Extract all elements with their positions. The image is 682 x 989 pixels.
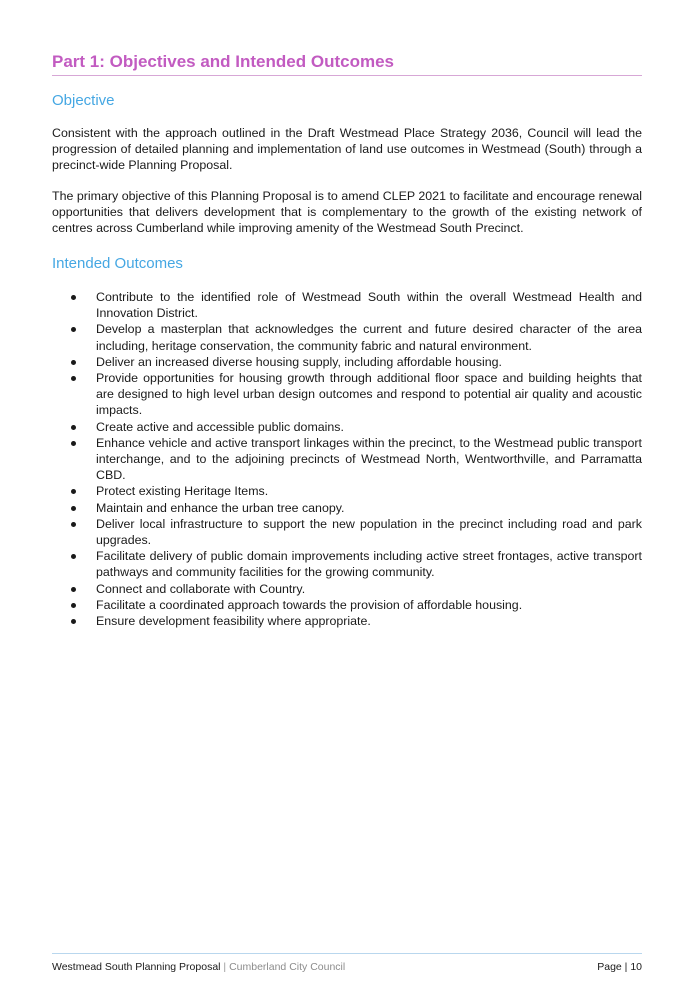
- list-item-text: Connect and collaborate with Country.: [96, 581, 306, 596]
- list-item-text: Create active and accessible public domains.: [96, 419, 344, 434]
- footer-left: [52, 961, 345, 973]
- list-item-text: Enhance vehicle and active transport linkages within the precinct, to the Westmead public transport interchange, and to the adjoining precincts of Westmead North, Wentworthville, and Parramatta CBD.: [96, 435, 642, 483]
- intended-outcomes-list: [52, 289, 642, 629]
- bullet-icon: [71, 522, 76, 527]
- list-item: [52, 483, 642, 499]
- list-item: [52, 370, 642, 419]
- list-item: [52, 419, 642, 435]
- bullet-icon: [71, 603, 76, 608]
- list-item-text: Protect existing Heritage Items.: [96, 484, 269, 499]
- objective-heading: Objective: [52, 92, 115, 109]
- footer-divider: [52, 953, 642, 954]
- list-item: [52, 581, 642, 597]
- list-item: [52, 613, 642, 629]
- list-item-text: Contribute to the identified role of Westmead South within the overall Westmead Health and Innovation District.: [96, 290, 642, 321]
- objective-paragraph-1: Consistent with the approach outlined in the Draft Westmead Place Strategy 2036, Council will lead the progression of detailed planning and implementation of land use outcomes in Westmead (South) through a precinct-wide Planning Proposal.: [52, 126, 642, 172]
- list-item: [52, 289, 642, 321]
- list-item-text: Provide opportunities for housing growth through additional floor space and building heights that are designed to high level urban design outcomes and respond to potential air quality and acoustic impacts.: [96, 371, 642, 418]
- list-item: [52, 597, 642, 613]
- list-item: [52, 500, 642, 516]
- list-item: [52, 435, 642, 484]
- list-item-text: Deliver an increased diverse housing supply, including affordable housing.: [96, 354, 502, 369]
- list-item: [52, 516, 642, 548]
- list-item: [52, 321, 642, 353]
- list-item: [52, 354, 642, 370]
- page-footer: [52, 961, 642, 975]
- intended-outcomes-heading: Intended Outcomes: [52, 255, 183, 272]
- bullet-icon: [71, 619, 76, 624]
- bullet-icon: [71, 554, 76, 559]
- bullet-icon: [71, 489, 76, 494]
- bullet-icon: [71, 376, 76, 381]
- footer-organisation: Cumberland City Council: [229, 961, 346, 973]
- bullet-icon: [71, 587, 76, 592]
- footer-separator: |: [223, 961, 227, 973]
- list-item-text: Develop a masterplan that acknowledges the current and future desired character of the area including, heritage conservation, the community fabric and natural environment.: [96, 322, 642, 353]
- list-item-text: Deliver local infrastructure to support the new population in the precinct including road and park upgrades.: [96, 516, 642, 548]
- list-item-text: Ensure development feasibility where appropriate.: [96, 614, 371, 629]
- list-item-text: Facilitate a coordinated approach towards the provision of affordable housing.: [96, 597, 523, 612]
- bullet-icon: [71, 295, 76, 300]
- bullet-icon: [71, 360, 76, 365]
- list-item-text: Facilitate delivery of public domain improvements including active street frontages, active transport pathways and community facilities for the growing community.: [96, 549, 642, 580]
- bullet-icon: [71, 506, 76, 511]
- bullet-icon: [71, 327, 76, 332]
- objective-paragraph-2: The primary objective of this Planning Proposal is to amend CLEP 2021 to facilitate and encourage renewal opportunities that delivers development that is complementary to the growth of the existing network of centres across Cumberland while improving amenity of the Westmead South Precinct.: [52, 189, 642, 235]
- bullet-icon: [71, 425, 76, 430]
- footer-document-title: Westmead South Planning Proposal: [52, 961, 221, 973]
- list-item-text: Maintain and enhance the urban tree canopy.: [96, 500, 345, 515]
- page-number: Page | 10: [597, 961, 642, 973]
- list-item: [52, 548, 642, 580]
- bullet-icon: [71, 441, 76, 446]
- part-title: Part 1: Objectives and Intended Outcomes: [52, 52, 642, 76]
